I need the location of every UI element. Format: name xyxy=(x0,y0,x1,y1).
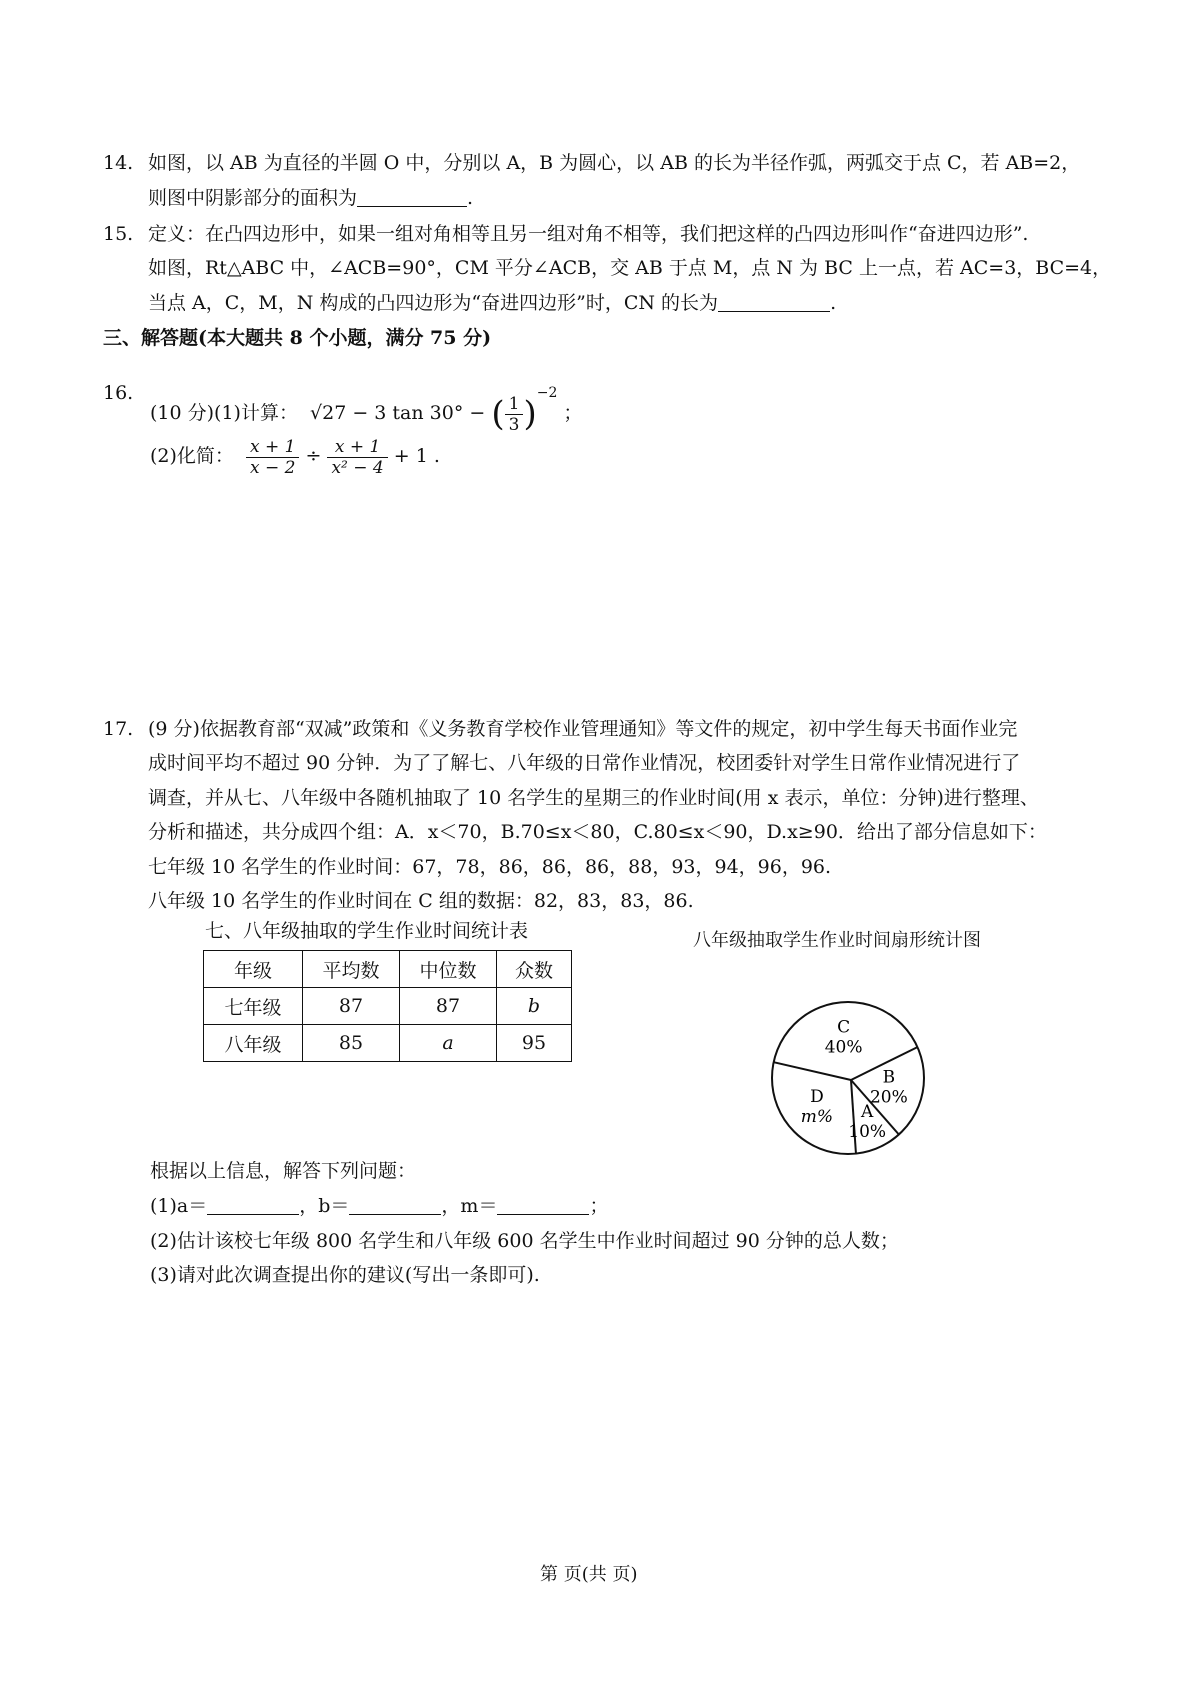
q15-line1: 定义：在凸四边形中，如果一组对角相等且另一组对角不相等，我们把这样的凸四边形叫作“奋进四边形”. xyxy=(148,223,1029,245)
q17-q1 xyxy=(150,1193,608,1219)
table-cell: 87 xyxy=(400,988,497,1025)
section3-title: 三、解答题(本大题共 8 个小题，满分 75 分) xyxy=(103,327,492,349)
q16-part2-label: (2)化简： xyxy=(150,445,234,467)
q17-line4: 分析和描述，共分成四个组：A．x＜70，B.70≤x＜80，C.80≤x＜90，D.x≥90．给出了部分信息如下： xyxy=(148,821,1047,843)
table-cell: 85 xyxy=(303,1025,400,1062)
q14-line2-text: 则图中阴影部分的面积为 xyxy=(148,187,358,209)
table-header-cell: 平均数 xyxy=(303,951,400,988)
q17-q1-a-label: (1)a＝ xyxy=(150,1195,208,1217)
q14-line1: 如图，以 AB 为直径的半圆 O 中，分别以 A，B 为圆心，以 AB 的长为半径作弧，两弧交于点 C，若 AB=2， xyxy=(148,152,1081,174)
table-cell: 八年级 xyxy=(204,1025,303,1062)
pie-value-b: 20% xyxy=(869,1087,908,1108)
table-header-row xyxy=(204,951,572,988)
q17-q1-m-label: ，m＝ xyxy=(441,1195,498,1217)
q16-f1-numerator: x + 1 xyxy=(246,437,299,458)
q16-part2 xyxy=(150,430,440,482)
q17-questions-intro: 根据以上信息，解答下列问题： xyxy=(150,1160,417,1182)
q16-f2-numerator: x + 1 xyxy=(327,437,387,458)
q17-q1-end: ； xyxy=(589,1195,609,1217)
pie-chart-title: 八年级抽取学生作业时间扇形统计图 xyxy=(693,930,981,951)
q16-part2-fraction2 xyxy=(327,437,387,478)
q16-paren-open: ( xyxy=(491,394,505,434)
q16-frac-numerator: 1 xyxy=(505,394,524,415)
q16-f2-denominator: x² − 4 xyxy=(331,457,384,478)
q14-answer-blank[interactable] xyxy=(357,186,467,207)
pie-label-a: A xyxy=(861,1102,874,1123)
pie-value-c: 40% xyxy=(824,1037,863,1058)
table-row xyxy=(204,1025,572,1062)
q14-line2 xyxy=(148,185,473,211)
q17-line6: 八年级 10 名学生的作业时间在 C 组的数据：82，83，83，86. xyxy=(148,890,694,912)
pie-label-d: D xyxy=(810,1086,824,1107)
q16-part1-fraction xyxy=(505,394,524,435)
q15-line3-text: 当点 A，C，M，N 构成的凸四边形为“奋进四边形”时，CN 的长为 xyxy=(148,292,719,314)
q16-part1-end: ； xyxy=(563,402,583,424)
table-cell: 87 xyxy=(303,988,400,1025)
q17-q2: (2)估计该校七年级 800 名学生和八年级 600 名学生中作业时间超过 90 分钟的总人数； xyxy=(150,1230,899,1252)
q15-number: 15. xyxy=(103,223,134,245)
q16-part1-expr: √27 − 3 tan 30° − xyxy=(310,402,486,424)
q16-f1-denominator: x − 2 xyxy=(249,457,296,478)
pie-value-a: 10% xyxy=(848,1122,887,1143)
pie-label-c: C xyxy=(837,1017,851,1038)
table-header-cell: 年级 xyxy=(204,951,303,988)
q17-q3: (3)请对此次调查提出你的建议(写出一条即可). xyxy=(150,1264,540,1286)
table-header-cell: 中位数 xyxy=(400,951,497,988)
q17-number: 17. xyxy=(103,718,134,740)
q14-line2-end: . xyxy=(467,187,474,209)
q16-part2-end: + 1 . xyxy=(393,445,440,467)
q14-number: 14. xyxy=(103,152,134,174)
q15-line3-end: . xyxy=(830,292,837,314)
q15-line2: 如图，Rt△ABC 中，∠ACB=90°，CM 平分∠ACB，交 AB 于点 M，点 N 为 BC 上一点，若 AC=3，BC=4， xyxy=(148,257,1112,279)
q16-part1-label: (10 分)(1)计算： xyxy=(150,402,298,424)
page-footer: 第 页(共 页) xyxy=(540,1564,638,1585)
q16-number: 16. xyxy=(103,382,134,404)
table-cell: 七年级 xyxy=(204,988,303,1025)
q16-paren-close: ) xyxy=(523,394,537,434)
q15-line3 xyxy=(148,290,836,316)
table-cell: 95 xyxy=(497,1025,572,1062)
pie-slice-d-edge xyxy=(851,1080,856,1154)
table-header-cell: 众数 xyxy=(497,951,572,988)
q17-q1-b-label: ，b＝ xyxy=(299,1195,350,1217)
stats-table-title: 七、八年级抽取的学生作业时间统计表 xyxy=(205,920,529,942)
stats-table xyxy=(203,950,572,1062)
answer-blank-b[interactable] xyxy=(349,1194,441,1215)
table-row xyxy=(204,988,572,1025)
q15-answer-blank[interactable] xyxy=(718,291,830,312)
q16-exponent: −2 xyxy=(536,385,558,401)
q16-div-sign: ÷ xyxy=(305,445,322,467)
pie-chart xyxy=(758,988,938,1168)
pie-label-b: B xyxy=(882,1067,896,1088)
answer-blank-m[interactable] xyxy=(497,1194,589,1215)
table-cell: b xyxy=(497,988,572,1025)
q17-line5: 七年级 10 名学生的作业时间：67，78，86，86，86，88，93，94，96，96. xyxy=(148,856,832,878)
table-cell: a xyxy=(400,1025,497,1062)
pie-slice-c-edge xyxy=(774,1062,851,1080)
q16-frac-denominator: 3 xyxy=(508,414,520,435)
q17-line2: 成时间平均不超过 90 分钟．为了了解七、八年级的日常作业情况，校团委针对学生日常作业情况进行了 xyxy=(148,752,1021,774)
answer-blank-a[interactable] xyxy=(207,1194,299,1215)
q17-line3: 调查，并从七、八年级中各随机抽取了 10 名学生的星期三的作业时间(用 x 表示，单位：分钟)进行整理、 xyxy=(148,787,1039,809)
q17-line1: (9 分)依据教育部“双减”政策和《义务教育学校作业管理通知》等文件的规定，初中学生每天书面作业完 xyxy=(148,718,1018,740)
pie-value-d: m% xyxy=(800,1106,834,1127)
q16-part2-fraction1 xyxy=(246,437,299,478)
